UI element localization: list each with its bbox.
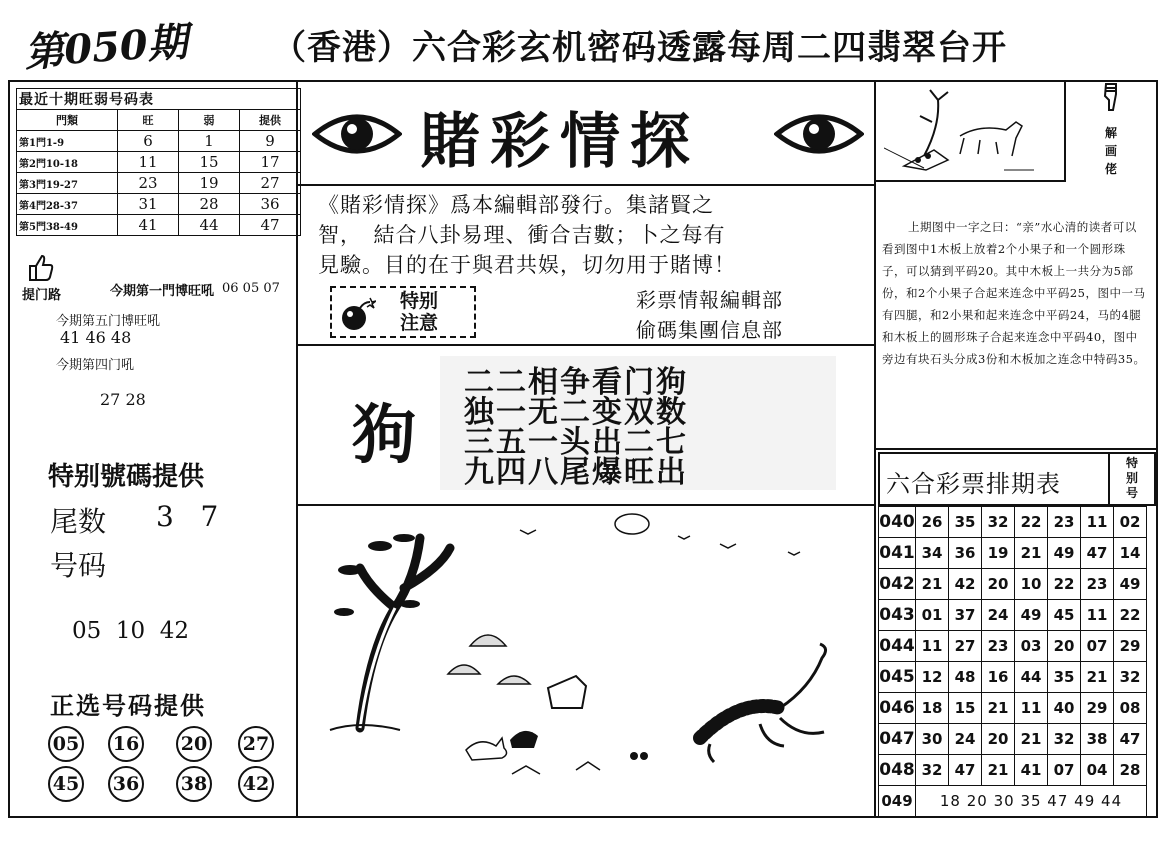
thumbs-up-icon	[26, 252, 54, 286]
number-cell: 47	[1081, 538, 1114, 569]
number-cell: 12	[916, 662, 949, 693]
period-cell: 044	[879, 631, 916, 662]
number-cell: 04	[1081, 755, 1114, 786]
zhengxuan-number: 36	[108, 766, 144, 802]
number-cell: 44	[1015, 662, 1048, 693]
table-row	[879, 724, 1147, 755]
number-cell: 23	[1048, 507, 1081, 538]
recent-table	[16, 88, 301, 236]
number-cell: 07	[1048, 755, 1081, 786]
zhengxuan-number: 27	[238, 726, 274, 762]
number-cell: 20	[982, 724, 1015, 755]
number-cell: 21	[1015, 538, 1048, 569]
number-cell: 11	[1081, 600, 1114, 631]
special-col-label: 特别号	[1125, 456, 1138, 500]
number-cell: 02	[1114, 507, 1147, 538]
number-cell: 36	[949, 538, 982, 569]
divider-center-1	[296, 184, 876, 186]
special-title: 特别號碼提供	[48, 462, 205, 492]
table-row: 第3門19-27 23 19 27	[17, 173, 301, 194]
number-cell: 49	[1048, 538, 1081, 569]
number-cell: 19	[982, 538, 1015, 569]
number-cell: 11	[1081, 507, 1114, 538]
zhengxuan-number: 38	[176, 766, 212, 802]
number-cell: 21	[982, 755, 1015, 786]
number-cell: 26	[916, 507, 949, 538]
bomb-icon	[338, 296, 376, 334]
number-cell: 07	[1081, 631, 1114, 662]
riddle-illustration	[300, 508, 872, 818]
number-cell: 22	[1015, 507, 1048, 538]
number-cell: 21	[982, 693, 1015, 724]
recent-table-caption: 最近十期旺弱号码表	[17, 89, 301, 110]
period-cell: 048	[879, 755, 916, 786]
number-cell: 32	[982, 507, 1015, 538]
number-cell: 01	[916, 600, 949, 631]
table-row	[879, 600, 1147, 631]
number-cell: 10	[1015, 569, 1048, 600]
last-nums-cell: 18 20 30 35 47 49 44	[916, 786, 1147, 817]
number-cell: 03	[1015, 631, 1048, 662]
number-cell: 21	[916, 569, 949, 600]
zhengxuan-number: 42	[238, 766, 274, 802]
period-cell: 042	[879, 569, 916, 600]
horse-sketch	[884, 86, 1060, 182]
period-cell: 049	[879, 786, 916, 817]
zhengxuan-number: 45	[48, 766, 84, 802]
zhengxuan-number: 20	[176, 726, 212, 762]
page-header	[10, 6, 1160, 77]
logo-title: 賭彩情探	[420, 107, 700, 177]
divider-center-2	[296, 344, 876, 346]
riddle-text: 上期图中一字之曰：“亲”水心清的读者可以看到图中1木板上放着2个小果子和一个圆形珠子，可以猜到平码20。其中木板上一共分为5部份，和2个小果子合起来连念中平码25，图中一马有四腿，和2小果和起来连念中平码24，马的4腿和木板上的圆形珠子合起来连念中平码40，图中旁边有块石头分成3份和木板加之连念中特码35。	[882, 220, 1146, 366]
desc-line: 見驗。目的在于與君共娱，切勿用于賭博！	[318, 253, 736, 277]
number-cell: 48	[949, 662, 982, 693]
divider-center-3	[296, 504, 876, 506]
number-cell: 23	[1081, 569, 1114, 600]
number-cell: 23	[982, 631, 1015, 662]
table-row	[879, 538, 1147, 569]
table-row	[879, 507, 1147, 538]
table-row	[879, 569, 1147, 600]
table-row: 第4門28-37 31 28 36	[17, 194, 301, 215]
schedule-header	[878, 452, 1156, 506]
number-cell: 20	[1048, 631, 1081, 662]
number-cell: 32	[1114, 662, 1147, 693]
poem-line: 独一无二变双数	[464, 395, 688, 430]
org-line-1: 彩票情報編輯部	[636, 288, 783, 312]
recent-table-wrap	[16, 88, 301, 236]
period-cell: 045	[879, 662, 916, 693]
table-row: 第2門10-18 11 15 17	[17, 152, 301, 173]
number-cell: 22	[1048, 569, 1081, 600]
side-label: 解画佬	[1104, 126, 1117, 176]
col-header: 弱	[179, 110, 240, 131]
tail-label: 尾数	[50, 505, 107, 538]
first-gate-nums: 06 05 07	[222, 281, 280, 296]
col-header: 提供	[240, 110, 301, 131]
poem-line: 九四八尾爆旺出	[464, 455, 688, 490]
period-cell: 047	[879, 724, 916, 755]
number-cell: 20	[982, 569, 1015, 600]
number-cell: 34	[916, 538, 949, 569]
table-row	[879, 631, 1147, 662]
pointing-hand-icon	[1100, 82, 1122, 116]
schedule-table-wrap	[878, 506, 1147, 817]
number-cell: 47	[1114, 724, 1147, 755]
page-title: （香港）六合彩玄机密码透露每周二四翡翠台开	[272, 28, 1007, 68]
tips-label: 提门路	[22, 288, 62, 303]
number-cell: 18	[916, 693, 949, 724]
number-cell: 21	[1015, 724, 1048, 755]
number-cell: 24	[982, 600, 1015, 631]
number-cell: 29	[1114, 631, 1147, 662]
notice-line: 注意	[400, 312, 439, 334]
number-cell: 27	[949, 631, 982, 662]
notice-box	[330, 286, 476, 338]
poem-line: 三五一头出二七	[464, 425, 688, 460]
number-cell: 40	[1048, 693, 1081, 724]
zhengxuan-number: 05	[48, 726, 84, 762]
number-cell: 42	[949, 569, 982, 600]
number-cell: 32	[1048, 724, 1081, 755]
divider-right-1	[874, 448, 1158, 450]
zodiac-animal: 狗	[352, 399, 416, 473]
schedule-title: 六合彩票排期表	[886, 470, 1061, 498]
desc-line: 《賭彩情探》爲本編輯部發行。集諸賢之	[318, 193, 714, 217]
description	[318, 190, 870, 280]
number-cell: 35	[1048, 662, 1081, 693]
table-row	[879, 662, 1147, 693]
zhengxuan-title: 正选号码提供	[50, 692, 206, 720]
number-cell: 41	[1015, 755, 1048, 786]
number-cell: 16	[982, 662, 1015, 693]
number-cell: 49	[1114, 569, 1147, 600]
org-line-2: 偷碼集團信息部	[636, 318, 783, 342]
number-cell: 28	[1114, 755, 1147, 786]
table-row: 第1門1-9 6 1 9	[17, 131, 301, 152]
schedule-table	[878, 506, 1147, 817]
number-cell: 14	[1114, 538, 1147, 569]
period-cell: 040	[879, 507, 916, 538]
issue-number: 第050期	[22, 18, 190, 77]
number-cell: 24	[949, 724, 982, 755]
desc-line: 智， 結合八卦易理、衝合吉數；卜之每有	[318, 223, 726, 247]
poem	[464, 365, 688, 490]
number-cell: 45	[1048, 600, 1081, 631]
number-cell: 29	[1081, 693, 1114, 724]
number-cell: 49	[1015, 600, 1048, 631]
eye-icon-left	[312, 106, 402, 166]
notice-line: 特别	[400, 290, 439, 312]
fifth-gate-label: 今期第五门博旺吼	[56, 314, 161, 329]
period-cell: 043	[879, 600, 916, 631]
number-cell: 22	[1114, 600, 1147, 631]
col-header: 旺	[118, 110, 179, 131]
number-cell: 21	[1081, 662, 1114, 693]
number-cell: 47	[949, 755, 982, 786]
col-header: 門類	[17, 110, 118, 131]
number-cell: 11	[1015, 693, 1048, 724]
zhengxuan-number: 16	[108, 726, 144, 762]
table-row	[879, 693, 1147, 724]
period-cell: 041	[879, 538, 916, 569]
number-cell: 38	[1081, 724, 1114, 755]
period-cell: 046	[879, 693, 916, 724]
fourth-gate-nums: 27 28	[100, 390, 146, 409]
eye-icon-right	[774, 106, 864, 166]
number-cell: 15	[949, 693, 982, 724]
number-cell: 11	[916, 631, 949, 662]
divider-right-pic-v	[1064, 80, 1066, 182]
poem-line: 二二相争看门狗	[464, 365, 688, 400]
number-cell: 08	[1114, 693, 1147, 724]
num-values: 05 10 42	[72, 618, 190, 644]
tail-nums: 3 7	[156, 500, 219, 533]
number-cell: 32	[916, 755, 949, 786]
fourth-gate-label: 今期第四门吼	[56, 358, 135, 373]
number-cell: 37	[949, 600, 982, 631]
table-row	[879, 786, 1147, 817]
num-label: 号码	[50, 549, 107, 582]
first-gate-label: 今期第一門博旺吼	[110, 284, 215, 299]
fifth-gate-nums: 41 46 48	[60, 328, 132, 347]
table-row: 第5門38-49 41 44 47	[17, 215, 301, 236]
table-row	[879, 755, 1147, 786]
number-cell: 35	[949, 507, 982, 538]
number-cell: 30	[916, 724, 949, 755]
